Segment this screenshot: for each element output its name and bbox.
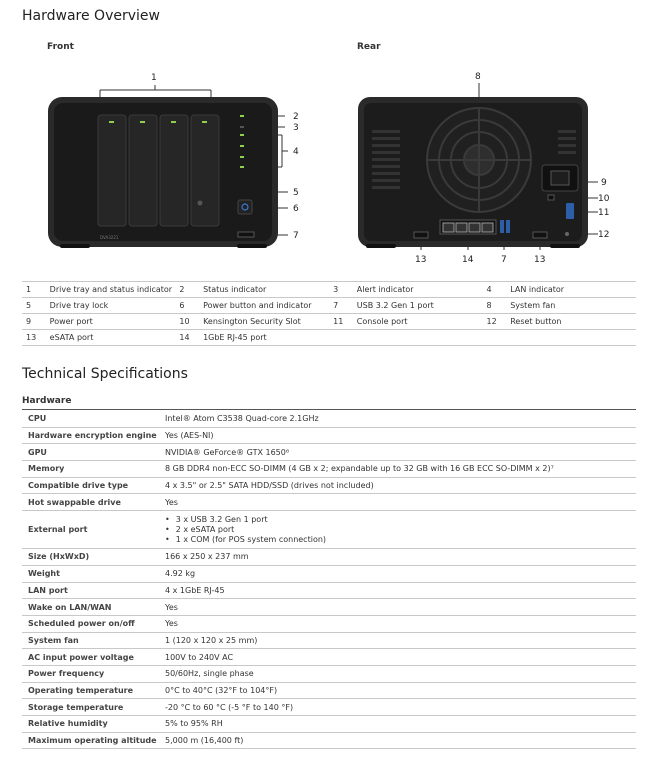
- spec-value: 1 (120 x 120 x 25 mm): [159, 632, 636, 649]
- spec-label: Scheduled power on/off: [22, 615, 159, 632]
- legend-row: [22, 330, 636, 346]
- external-port-list: [165, 515, 636, 545]
- legend-number: 1: [22, 282, 46, 298]
- front-device-diagram: [0, 0, 320, 275]
- lan-port: [482, 223, 493, 232]
- callout-1: 1: [151, 73, 157, 83]
- callout-13: 13: [415, 255, 427, 265]
- callout-12: 12: [598, 230, 610, 240]
- spec-row: [22, 682, 636, 699]
- legend-text: eSATA port: [46, 330, 176, 346]
- system-fan-icon: [427, 108, 531, 212]
- spec-label: CPU: [22, 411, 159, 427]
- legend-text: 1GbE RJ-45 port: [199, 330, 329, 346]
- reset-button: [565, 232, 569, 236]
- spec-value: 8 GB DDR4 non-ECC SO-DIMM (4 GB x 2; expandable up to 32 GB with 16 GB ECC SO-DIMM x 2)⁷: [159, 461, 636, 478]
- alert-led: [240, 126, 244, 128]
- section-divider: [22, 409, 636, 410]
- spec-row: [22, 649, 636, 666]
- callout-9: 9: [601, 178, 607, 188]
- spec-value: 4 x 1GbE RJ-45: [159, 582, 636, 599]
- spec-row: [22, 549, 636, 566]
- front-usb-port: [238, 232, 254, 237]
- spec-value: 5,000 m (16,400 ft): [159, 732, 636, 749]
- legend-number: 2: [175, 282, 199, 298]
- spec-row: [22, 494, 636, 511]
- callout-4: 4: [293, 147, 299, 157]
- spec-row: [22, 511, 636, 549]
- legend-number: 7: [329, 298, 353, 314]
- drive-tray: [129, 115, 157, 226]
- spec-label: Compatible drive type: [22, 477, 159, 494]
- callout-7: 7: [293, 231, 299, 241]
- callout-3: 3: [293, 123, 299, 133]
- spec-value: 4 x 3.5" or 2.5" SATA HDD/SSD (drives not included): [159, 477, 636, 494]
- legend-number: [329, 330, 353, 346]
- esata-port: [414, 232, 428, 238]
- callout-5: 5: [293, 188, 299, 198]
- drive-status-led: [109, 121, 114, 123]
- spec-row: [22, 427, 636, 444]
- list-item: • 2 x eSATA port: [165, 525, 636, 535]
- legend-number: 8: [483, 298, 507, 314]
- spec-row: [22, 599, 636, 616]
- drive-status-led: [140, 121, 145, 123]
- legend-text: Drive tray lock: [46, 298, 176, 314]
- spec-row: [22, 716, 636, 733]
- spec-value: 5% to 95% RH: [159, 716, 636, 733]
- legend-text: LAN indicator: [506, 282, 636, 298]
- legend-text: System fan: [506, 298, 636, 314]
- spec-row: [22, 411, 636, 427]
- lan-led: [240, 166, 244, 168]
- legend-text: USB 3.2 Gen 1 port: [353, 298, 483, 314]
- legend-number: 4: [483, 282, 507, 298]
- legend-number: 3: [329, 282, 353, 298]
- legend-text: Reset button: [506, 314, 636, 330]
- spec-label: Hardware encryption engine: [22, 427, 159, 444]
- legend-number: 5: [22, 298, 46, 314]
- spec-row: [22, 699, 636, 716]
- legend-text: Kensington Security Slot: [199, 314, 329, 330]
- legend-number: 14: [175, 330, 199, 346]
- legend-text: Console port: [353, 314, 483, 330]
- spec-row: [22, 615, 636, 632]
- spec-label: Memory: [22, 461, 159, 478]
- spec-label: Operating temperature: [22, 682, 159, 699]
- legend-text: Status indicator: [199, 282, 329, 298]
- drive-status-led: [202, 121, 207, 123]
- spec-value: Yes: [159, 494, 636, 511]
- callout-7-rear: 7: [501, 255, 507, 265]
- list-item: • 1 x COM (for POS system connection): [165, 535, 636, 545]
- legend-text: Power button and indicator: [199, 298, 329, 314]
- legend-text: Power port: [46, 314, 176, 330]
- drive-tray: [98, 115, 126, 226]
- power-button: [238, 200, 252, 214]
- spec-label: Power frequency: [22, 665, 159, 682]
- legend-number: 12: [483, 314, 507, 330]
- lan-port: [443, 223, 454, 232]
- spec-value: Intel® Atom C3538 Quad-core 2.1GHz: [159, 411, 636, 427]
- spec-value: Yes: [159, 599, 636, 616]
- rear-device-diagram: [330, 0, 651, 275]
- spec-label: LAN port: [22, 582, 159, 599]
- spec-value: 166 x 250 x 237 mm: [159, 549, 636, 566]
- legend-row: [22, 282, 636, 298]
- kensington-slot: [548, 195, 554, 200]
- spec-value: 0°C to 40°C (32°F to 104°F): [159, 682, 636, 699]
- legend-text: [353, 330, 483, 346]
- spec-row: [22, 632, 636, 649]
- callout-14: 14: [462, 255, 474, 265]
- spec-label: Maximum operating altitude: [22, 732, 159, 749]
- hardware-section-title: Hardware: [22, 396, 72, 406]
- spec-value: 50/60Hz, single phase: [159, 665, 636, 682]
- rear-usb-port: [500, 220, 504, 233]
- front-foot: [237, 244, 267, 248]
- rear-foot: [550, 244, 580, 248]
- spec-value: NVIDIA® GeForce® GTX 1650⁶: [159, 444, 636, 461]
- component-legend-table: [22, 281, 636, 346]
- spec-label: Wake on LAN/WAN: [22, 599, 159, 616]
- legend-text: Drive tray and status indicator: [46, 282, 176, 298]
- spec-label: System fan: [22, 632, 159, 649]
- spec-value: Yes (AES-NI): [159, 427, 636, 444]
- spec-row: [22, 582, 636, 599]
- hardware-overview-title: Hardware Overview: [22, 8, 160, 24]
- legend-number: [483, 330, 507, 346]
- spec-label: External port: [22, 511, 159, 549]
- spec-value: [159, 511, 636, 549]
- rear-usb-port: [506, 220, 510, 233]
- specs-table: [22, 411, 636, 749]
- spec-label: Hot swappable drive: [22, 494, 159, 511]
- spec-value: -20 °C to 60 °C (-5 °F to 140 °F): [159, 699, 636, 716]
- technical-specifications-title: Technical Specifications: [22, 366, 188, 382]
- rear-label: Rear: [357, 42, 381, 52]
- drive-status-led: [171, 121, 176, 123]
- spec-label: Weight: [22, 565, 159, 582]
- spec-label: Relative humidity: [22, 716, 159, 733]
- front-foot: [60, 244, 90, 248]
- spec-row: [22, 732, 636, 749]
- lan-led: [240, 145, 244, 147]
- lan-port: [456, 223, 467, 232]
- spec-label: Size (HxWxD): [22, 549, 159, 566]
- callout-2: 2: [293, 112, 299, 122]
- drive-tray: [191, 115, 219, 226]
- legend-number: 13: [22, 330, 46, 346]
- spec-row: [22, 444, 636, 461]
- legend-number: 11: [329, 314, 353, 330]
- legend-number: 9: [22, 314, 46, 330]
- spec-row: [22, 665, 636, 682]
- legend-text: [506, 330, 636, 346]
- callout-13-right: 13: [534, 255, 546, 265]
- spec-row: [22, 461, 636, 478]
- callout-10: 10: [598, 194, 610, 204]
- spec-row: [22, 565, 636, 582]
- front-label: Front: [47, 42, 74, 52]
- spec-label: AC input power voltage: [22, 649, 159, 666]
- status-led: [240, 115, 244, 117]
- rear-foot: [366, 244, 396, 248]
- spec-row: [22, 477, 636, 494]
- legend-row: [22, 298, 636, 314]
- console-port: [566, 203, 574, 219]
- callout-11: 11: [598, 208, 610, 218]
- lan-led: [240, 156, 244, 158]
- power-socket-icon: [551, 171, 569, 185]
- legend-row: [22, 314, 636, 330]
- esata-port: [533, 232, 547, 238]
- spec-value: Yes: [159, 615, 636, 632]
- lan-led: [240, 134, 244, 136]
- drive-tray: [160, 115, 188, 226]
- spec-label: Storage temperature: [22, 699, 159, 716]
- spec-value: 100V to 240V AC: [159, 649, 636, 666]
- legend-number: 10: [175, 314, 199, 330]
- spec-label: GPU: [22, 444, 159, 461]
- lan-port: [469, 223, 480, 232]
- drive-tray-lock-icon: [198, 201, 203, 206]
- legend-text: Alert indicator: [353, 282, 483, 298]
- callout-6: 6: [293, 204, 299, 214]
- list-item: • 3 x USB 3.2 Gen 1 port: [165, 515, 636, 525]
- callout-8: 8: [475, 72, 481, 82]
- spec-value: 4.92 kg: [159, 565, 636, 582]
- legend-number: 6: [175, 298, 199, 314]
- front-panel-label: DVA3221: [100, 235, 119, 240]
